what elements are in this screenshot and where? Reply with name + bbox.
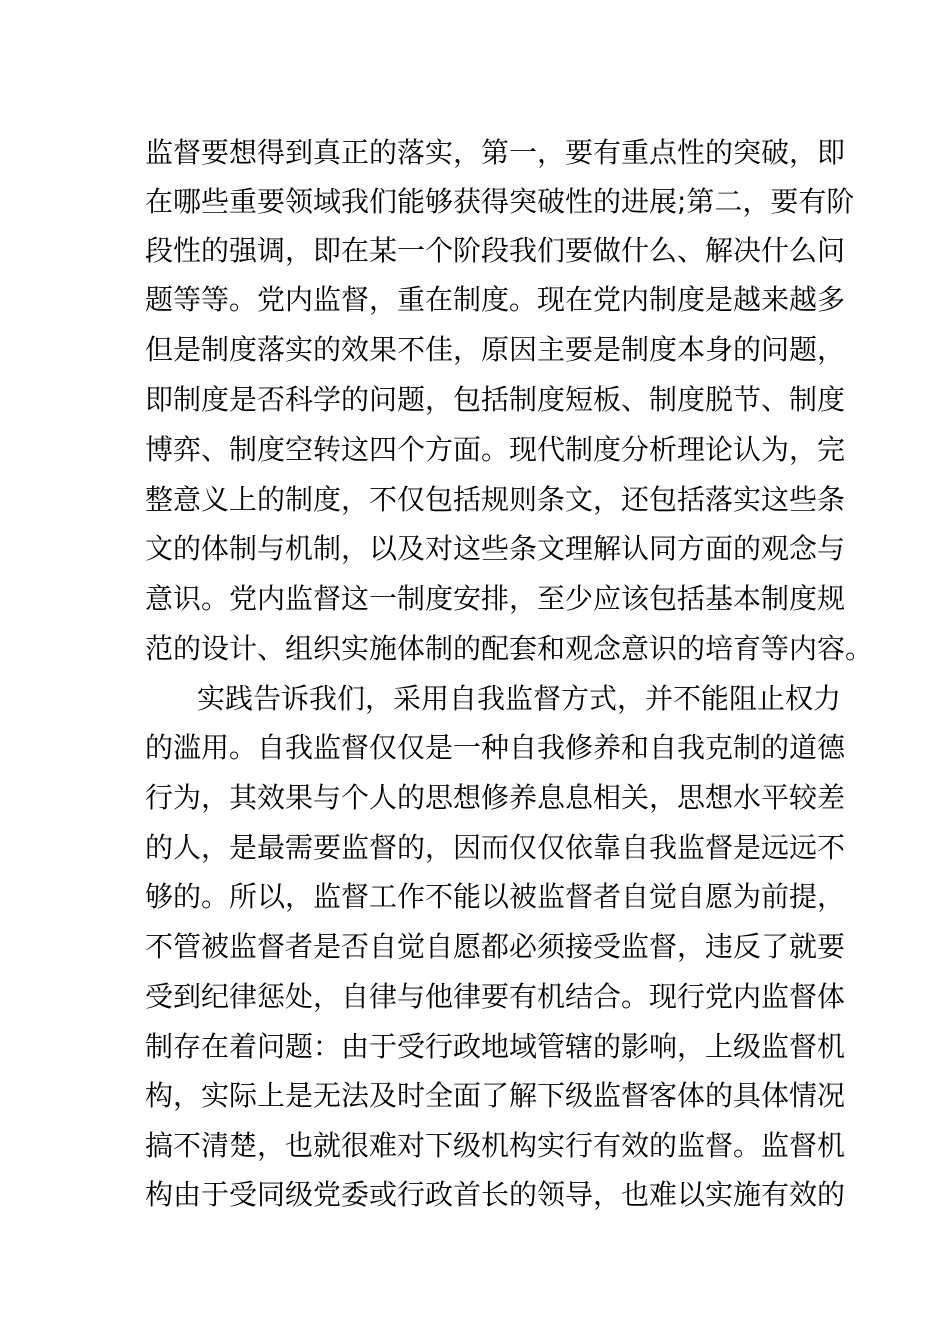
paragraph-1-line-5: 但是制度落实的效果不佳，原因主要是制度本身的问题， bbox=[145, 333, 846, 366]
paragraph-1-line-10: 意识。党内监督这一制度安排，至少应该包括基本制度规 bbox=[145, 582, 846, 615]
paragraph-2-line-9: 构，实际上是无法及时全面了解下级监督客体的具体情况 bbox=[145, 1079, 846, 1112]
paragraph-1-line-3: 段性的强调，即在某一个阶段我们要做什么、解决什么问 bbox=[145, 234, 846, 267]
paragraph-2-line-6: 不管被监督者是否自觉自愿都必须接受监督，违反了就要 bbox=[145, 930, 846, 963]
paragraph-2-line-4: 的人，是最需要监督的，因而仅仅依靠自我监督是远远不 bbox=[145, 831, 846, 864]
paragraph-1-line-11: 范的设计、组织实施体制的配套和观念意识的培育等内容。 bbox=[145, 632, 874, 665]
paragraph-2-line-10: 搞不清楚，也就很难对下级机构实行有效的监督。监督机 bbox=[145, 1129, 846, 1162]
paragraph-1-line-2: 在哪些重要领域我们能够获得突破性的进展;第二，要有阶 bbox=[145, 185, 855, 218]
paragraph-1-line-1: 监督要想得到真正的落实，第一，要有重点性的突破，即 bbox=[145, 136, 846, 169]
paragraph-2-line-11: 构由于受同级党委或行政首长的领导，也难以实施有效的 bbox=[145, 1178, 846, 1211]
paragraph-2-line-1: 实践告诉我们，采用自我监督方式，并不能阻止权力 bbox=[197, 682, 842, 715]
paragraph-1-line-9: 文的体制与机制，以及对这些条文理解认同方面的观念与 bbox=[145, 532, 846, 565]
paragraph-2-line-5: 够的。所以，监督工作不能以被监督者自觉自愿为前提， bbox=[145, 880, 846, 913]
paragraph-1-line-6: 即制度是否科学的问题，包括制度短板、制度脱节、制度 bbox=[145, 383, 846, 416]
paragraph-1-line-4: 题等等。党内监督，重在制度。现在党内制度是越来越多 bbox=[145, 283, 846, 316]
paragraph-2-line-3: 行为，其效果与个人的思想修养息息相关，思想水平较差 bbox=[145, 781, 846, 814]
paragraph-2-line-7: 受到纪律惩处，自律与他律要有机结合。现行党内监督体 bbox=[145, 980, 846, 1013]
paragraph-1-line-7: 博弈、制度空转这四个方面。现代制度分析理论认为，完 bbox=[145, 433, 846, 466]
paragraph-2-line-2: 的滥用。自我监督仅仅是一种自我修养和自我克制的道德 bbox=[145, 731, 846, 764]
paragraph-2-line-8: 制存在着问题：由于受行政地域管辖的影响，上级监督机 bbox=[145, 1030, 846, 1063]
paragraph-1-line-8: 整意义上的制度，不仅包括规则条文，还包括落实这些条 bbox=[145, 483, 846, 516]
